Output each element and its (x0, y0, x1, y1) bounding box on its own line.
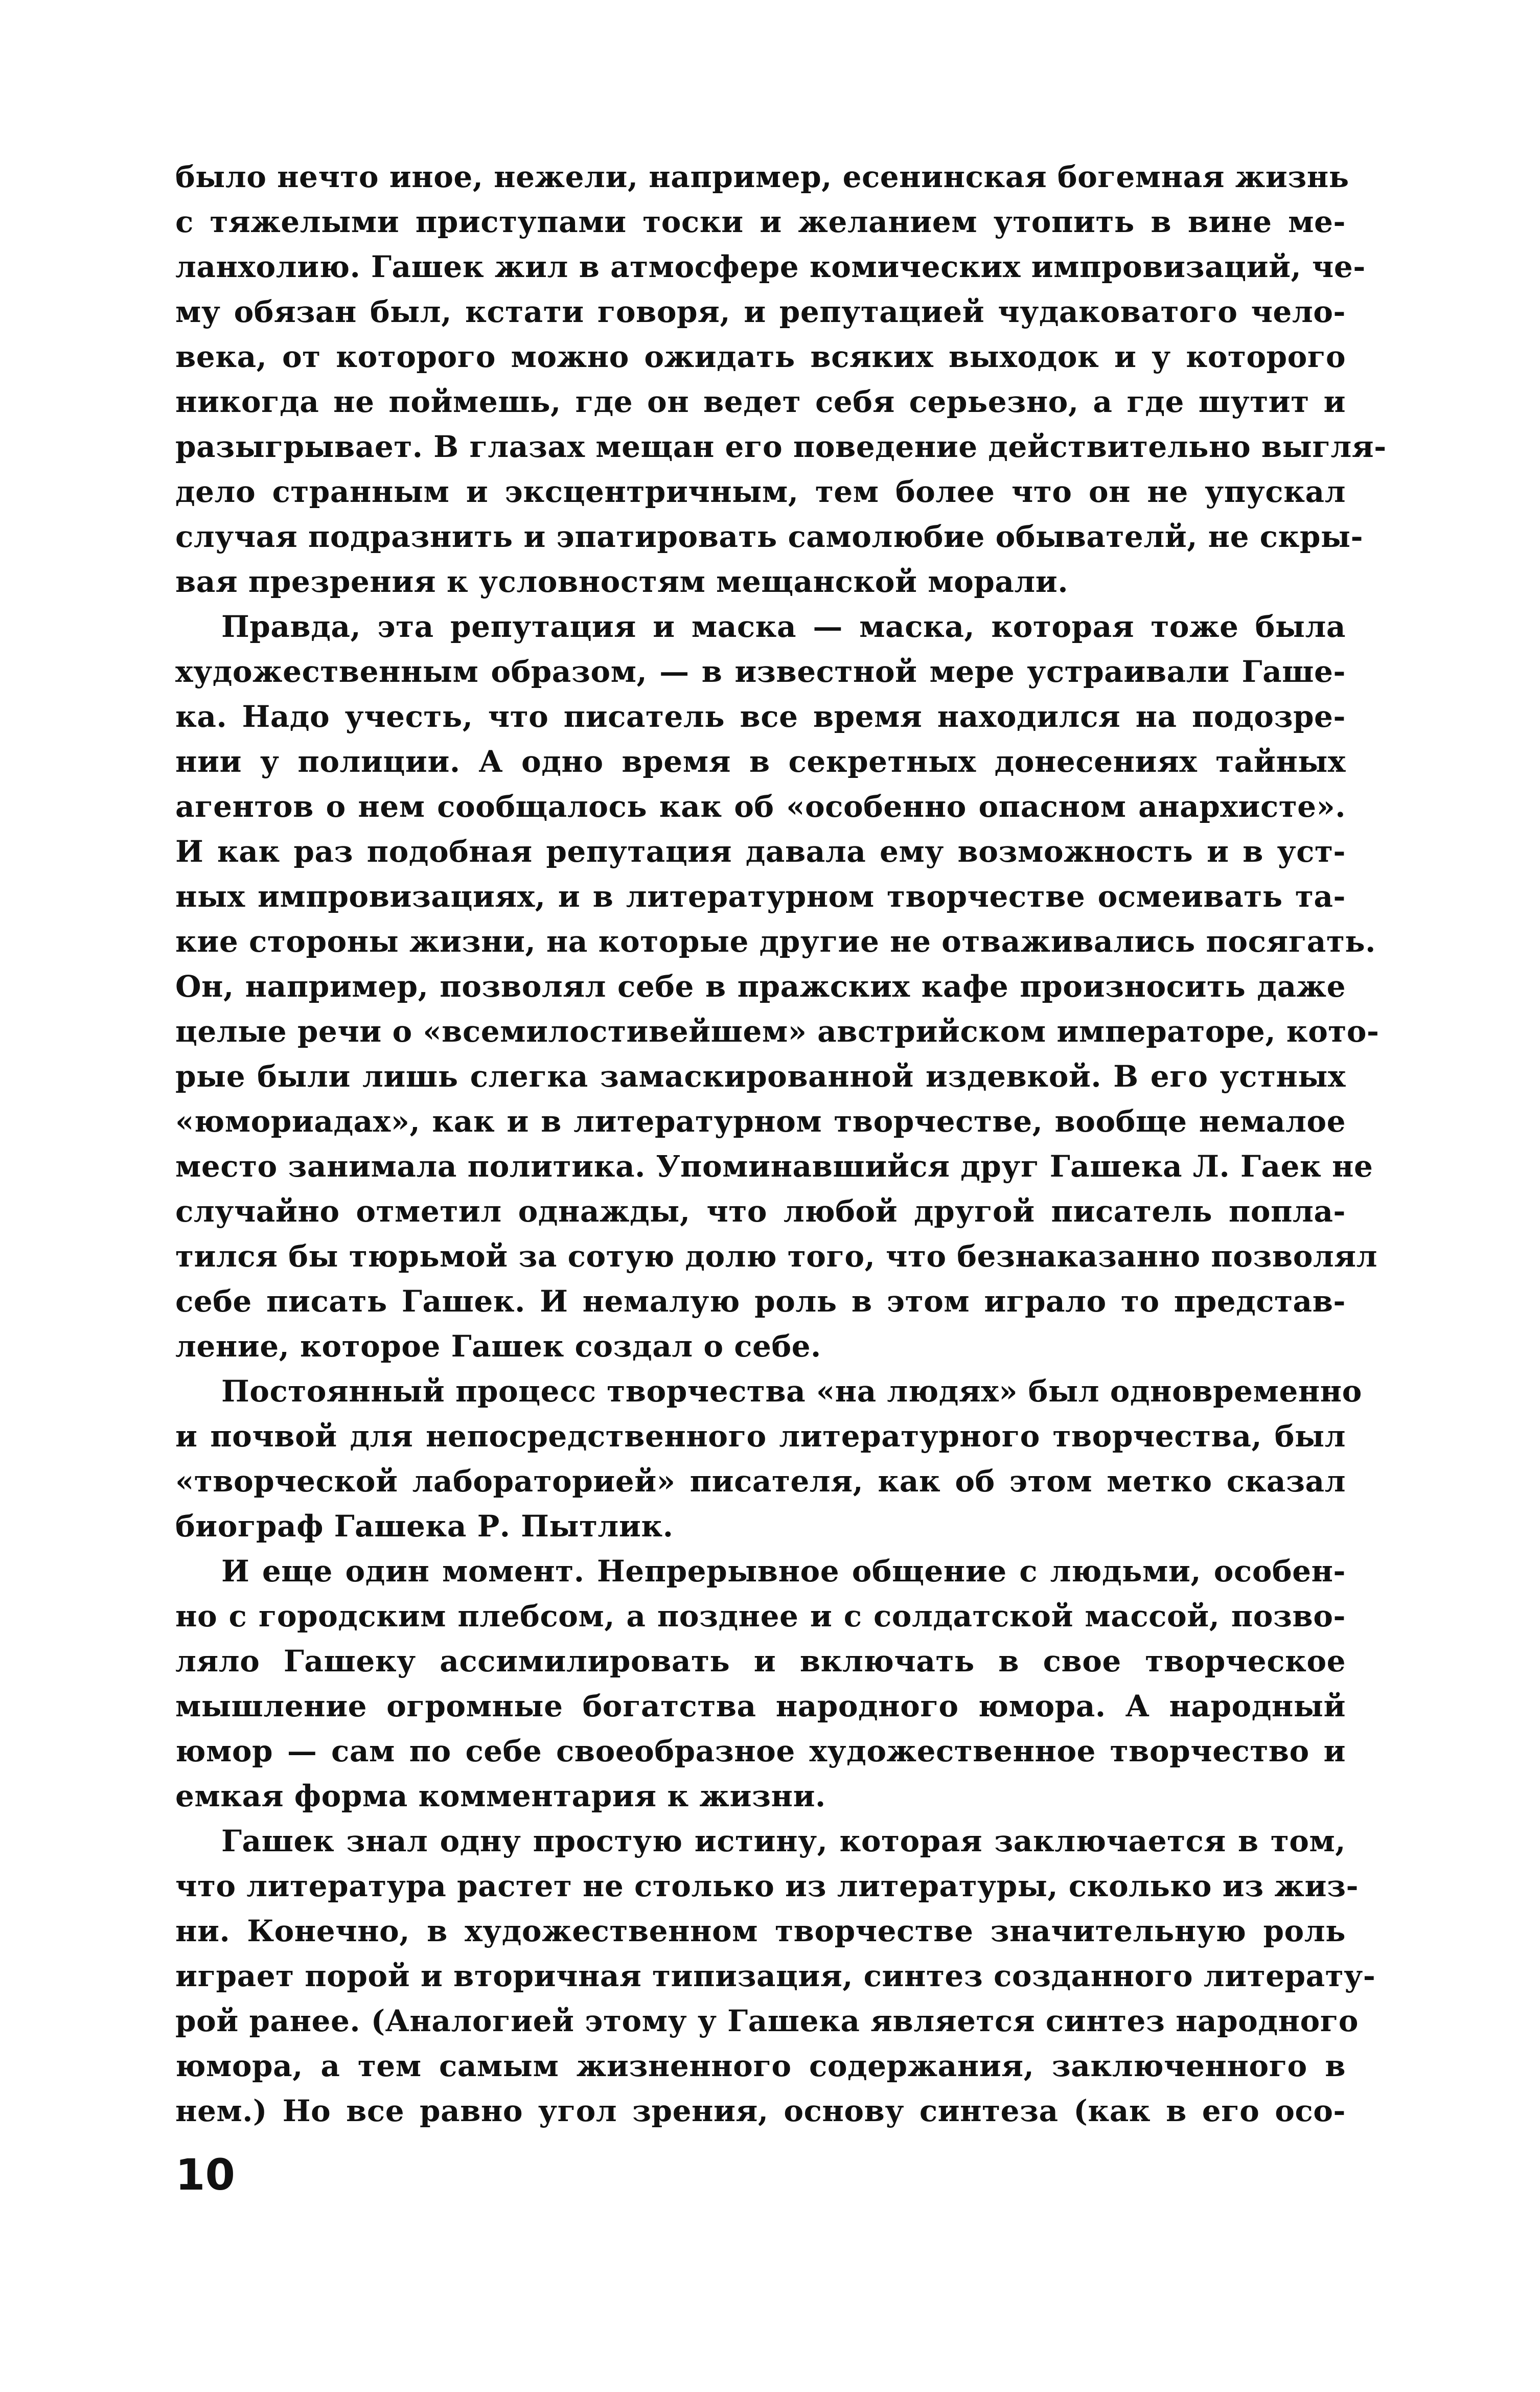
text-line: юмор — сам по себе своеобразное художественное творчество и (175, 1734, 1346, 1768)
text-line: ных импровизациях, и в литературном творчестве осмеивать та- (175, 879, 1346, 914)
text-line: художественным образом, — в известной мере устраивали Гаше- (175, 654, 1346, 689)
text-line: Он, например, позволял себе в пражских кафе произносить даже (175, 969, 1346, 1004)
text-line: целые речи о «всемилостивейшем» австрийском императоре, кото- (175, 1014, 1380, 1049)
text-line: дело странным и эксцентричным, тем более что он не упускал (175, 474, 1346, 509)
text-line: «юмориадах», как и в литературном творчестве, вообще немалое (175, 1104, 1346, 1139)
text-line: «творческой лабораторией» писателя, как об этом метко сказал (175, 1464, 1346, 1499)
text-line: нем.) Но все равно угол зрения, основу синтеза (как в его осо- (175, 2094, 1346, 2128)
text-line: случайно отметил однажды, что любой другой писатель попла- (175, 1194, 1346, 1229)
text-line: место занимала политика. Упоминавшийся друг Гашека Л. Гаек не (175, 1149, 1373, 1184)
paragraph-first-line: Гашек знал одну простую истину, которая заключается в том, (221, 1824, 1346, 1858)
text-line: кие стороны жизни, на которые другие не отваживались посягать. (175, 924, 1376, 959)
text-line: и почвой для непосредственного литературного творчества, был (175, 1419, 1346, 1454)
text-line: ни. Конечно, в художественном творчестве значительную роль (175, 1914, 1346, 1948)
text-line: ка. Надо учесть, что писатель все время находился на подозре- (175, 699, 1346, 734)
text-line: было нечто иное, нежели, например, есенинская богемная жизнь (175, 159, 1349, 194)
text-line: рые были лишь слегка замаскированной издевкой. В его устных (175, 1059, 1346, 1094)
paragraph-first-line: Постоянный процесс творчества «на людях» был одновременно (221, 1374, 1362, 1409)
text-line: емкая форма комментария к жизни. (175, 1779, 826, 1813)
text-line: ланхолию. Гашек жил в атмосфере комических импровизаций, че- (175, 249, 1366, 284)
text-line: вая презрения к условностям мещанской морали. (175, 564, 1069, 599)
text-line: тился бы тюрьмой за сотую долю того, что безнаказанно позволял (175, 1239, 1378, 1274)
text-line: что литература растет не столько из литературы, сколько из жиз- (175, 1869, 1359, 1903)
text-line: биограф Гашека Р. Пытлик. (175, 1509, 674, 1544)
text-line: но с городским плебсом, а позднее и с солдатской массой, позво- (175, 1599, 1346, 1634)
text-line: нии у полиции. А одно время в секретных донесениях тайных (175, 744, 1346, 779)
text-line: разыгрывает. В глазах мещан его поведение действительно выгля- (175, 429, 1387, 464)
text-line: му обязан был, кстати говоря, и репутацией чудаковатого чело- (175, 294, 1346, 329)
text-line: мышление огромные богатства народного юмора. А народный (175, 1689, 1346, 1723)
text-line: с тяжелыми приступами тоски и желанием утопить в вине ме- (175, 204, 1346, 239)
text-line: юмора, а тем самым жизненного содержания, заключенного в (175, 2049, 1346, 2083)
text-line: никогда не поймешь, где он ведет себя серьезно, а где шутит и (175, 384, 1346, 419)
page-number: 10 (175, 2150, 235, 2200)
text-line: играет порой и вторичная типизация, синтез созданного литерату- (175, 1959, 1376, 1993)
paragraph-first-line: Правда, эта репутация и маска — маска, которая тоже была (221, 609, 1346, 644)
paragraph-first-line: И еще один момент. Непрерывное общение с людьми, особен- (221, 1554, 1346, 1589)
text-line: века, от которого можно ожидать всяких выходок и у которого (175, 339, 1346, 374)
text-line: ление, которое Гашек создал о себе. (175, 1329, 821, 1364)
text-line: случая подразнить и эпатировать самолюбие обывателй, не скры- (175, 519, 1364, 554)
text-line: агентов о нем сообщалось как об «особенно опасном анархисте». (175, 789, 1346, 824)
text-line: И как раз подобная репутация давала ему возможность и в уст- (175, 834, 1346, 869)
text-line: ляло Гашеку ассимилировать и включать в свое творческое (175, 1644, 1346, 1678)
text-line: рой ранее. (Аналогией этому у Гашека является синтез народного (175, 2004, 1359, 2038)
text-line: себе писать Гашек. И немалую роль в этом играло то представ- (175, 1284, 1346, 1319)
